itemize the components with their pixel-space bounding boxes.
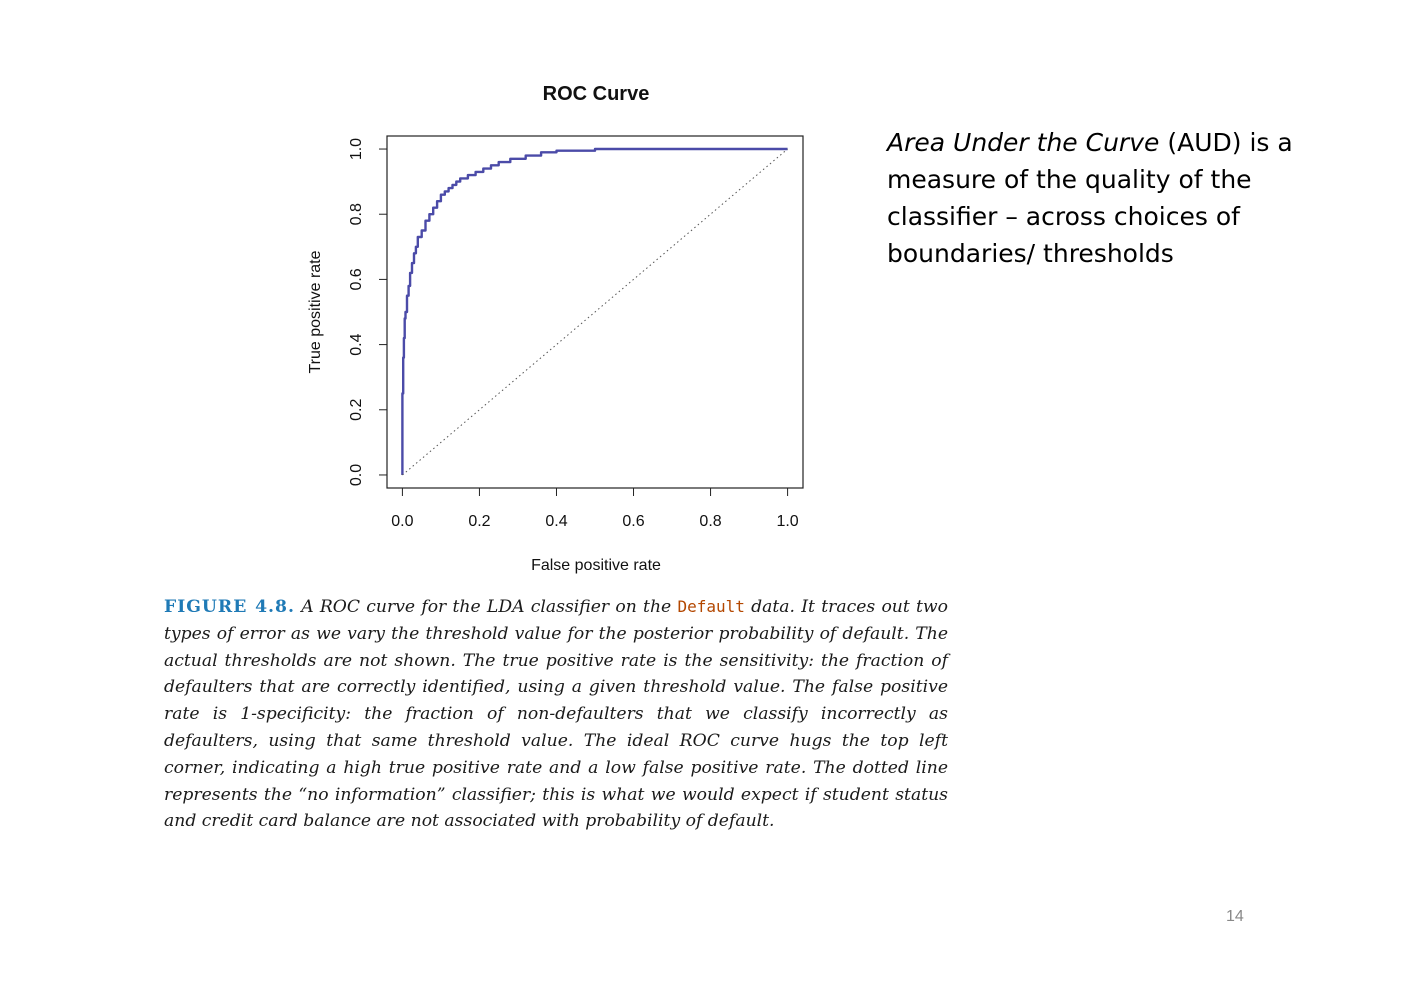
y-tick-label: 0.4 <box>348 333 365 356</box>
caption-text-before: A ROC curve for the LDA classifier on the <box>294 597 678 617</box>
chart-title: ROC Curve <box>542 83 650 105</box>
x-tick-label: 1.0 <box>776 513 799 530</box>
x-tick-label: 0.6 <box>622 513 645 530</box>
auc-description: (AUD) is a measure of the quality of the classifier – across choices of boundaries/ thresholds <box>887 128 1293 268</box>
x-axis <box>391 488 799 530</box>
x-tick-label: 0.4 <box>545 513 568 530</box>
figure-label: FIGURE 4.8. <box>164 597 295 617</box>
figure-caption <box>164 594 948 835</box>
auc-explanation <box>887 124 1347 272</box>
y-tick-label: 1.0 <box>348 137 365 161</box>
no-information-diagonal-line <box>402 149 787 475</box>
y-tick-label: 0.2 <box>348 398 365 421</box>
y-tick-label: 0.8 <box>348 203 365 226</box>
x-axis-label: False positive rate <box>531 557 661 574</box>
page-number: 14 <box>1226 908 1244 925</box>
dataset-name: Default <box>677 597 745 616</box>
y-tick-label: 0.6 <box>348 268 365 291</box>
series-layer <box>402 149 787 475</box>
x-tick-label: 0.0 <box>391 513 414 530</box>
y-tick-label: 0.0 <box>348 463 365 487</box>
y-axis-label: True positive rate <box>307 250 324 374</box>
caption-text-after: data. It traces out two types of error as we vary the threshold value for the posterior probability of default. The actual thresholds are not shown. The true positive rate is the sensitivity: the fraction of defaulters that are correctly identified, using a given threshold value. The false positive rate is 1-specificity: the fraction of non-defaulters that we classify incorrectly as defaulters, using that same threshold value. The ideal ROC curve hugs the top left corner, indicating a high true positive rate and a low false positive rate. The dotted line represents the “no information” classifier; this is what we would expect if student status and credit card balance are not associated with probability of default. <box>164 597 948 832</box>
auc-term: Area Under the Curve <box>887 128 1160 157</box>
y-axis <box>348 138 387 486</box>
x-tick-label: 0.2 <box>468 513 491 530</box>
x-tick-label: 0.8 <box>699 513 722 530</box>
